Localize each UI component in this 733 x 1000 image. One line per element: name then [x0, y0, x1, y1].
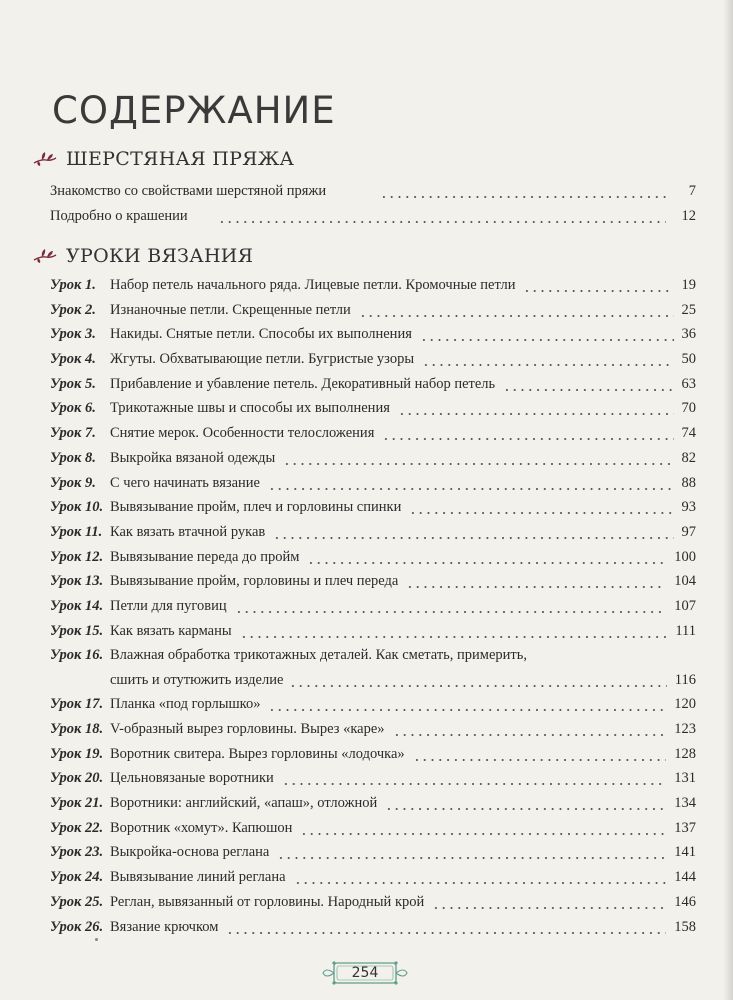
- entry-page: 131: [674, 770, 696, 787]
- entry-title: Набор петель начального ряда. Лицевые петли. Кромочные петли: [110, 277, 516, 293]
- entry-title: Вязание крючком: [110, 918, 219, 935]
- entry-page: 12: [681, 207, 696, 224]
- entry-page: 97: [681, 523, 696, 540]
- page-title: СОДЕРЖАНИЕ: [52, 88, 336, 132]
- entry-title: Жгуты. Обхватывающие петли. Бугристые узоры: [110, 351, 415, 368]
- toc-entry[interactable]: [50, 446, 696, 471]
- entry-title: Воротники: английский, «апаш», отложной: [110, 795, 378, 812]
- toc-entry[interactable]: [50, 816, 696, 841]
- entry-page: 74: [681, 425, 696, 442]
- lesson-number: Урок 22.: [50, 819, 104, 836]
- lesson-number: Урок 25.: [50, 893, 104, 910]
- toc-list-lessons: [50, 273, 696, 939]
- lesson-number: Урок 12.: [50, 548, 104, 565]
- entry-title: Реглан, вывязанный от горловины. Народный крой: [110, 893, 425, 910]
- lesson-number: Урок 3.: [50, 326, 96, 343]
- entry-title: Как вязать втачной рукав: [110, 523, 266, 540]
- dot-leader: [273, 520, 673, 545]
- entry-title: Накиды. Снятые петли. Способы их выполнения: [110, 326, 412, 343]
- dot-leader: [289, 668, 666, 693]
- toc-entry[interactable]: [50, 766, 696, 791]
- dot-leader: [413, 742, 667, 767]
- entry-lead: [50, 520, 269, 545]
- lesson-number: Урок 23.: [50, 844, 104, 861]
- entry-title: С чего начинать вязание: [110, 474, 260, 491]
- section-title: УРОКИ ВЯЗАНИЯ: [66, 245, 254, 267]
- toc-entry[interactable]: [50, 865, 696, 890]
- toc-entry[interactable]: [50, 179, 696, 204]
- entry-page: 25: [681, 301, 696, 318]
- toc-entry[interactable]: [50, 495, 696, 520]
- dot-leader: [307, 545, 666, 570]
- entry-lead: [50, 717, 389, 742]
- entry-lead: [50, 347, 418, 372]
- toc-list-wool: [50, 179, 696, 228]
- lesson-number: Урок 8.: [50, 449, 96, 466]
- entry-lead: [50, 421, 378, 446]
- entry-title: Как вязать карманы: [110, 622, 232, 639]
- dot-leader: [300, 816, 666, 841]
- entry-page: 137: [674, 819, 696, 836]
- entry-title: Вывязывание пройм, плеч и горловины спинки: [110, 499, 402, 516]
- toc-entry[interactable]: [50, 322, 696, 347]
- toc-entry[interactable]: [50, 791, 696, 816]
- entry-page: 141: [674, 844, 696, 861]
- entry-page: 70: [681, 400, 696, 417]
- entry-title: Знакомство со свойствами шерстяной пряжи: [50, 183, 327, 199]
- entry-page: 50: [681, 351, 696, 368]
- lesson-number: Урок 17.: [50, 696, 104, 713]
- entry-lead: [50, 569, 402, 594]
- entry-lead: [50, 273, 519, 298]
- entry-title: Планка «под горлышко»: [110, 696, 261, 713]
- dot-leader: [398, 396, 674, 421]
- lesson-number: Урок 15.: [50, 622, 104, 639]
- toc-entry[interactable]: [50, 692, 696, 717]
- entry-lead: [50, 840, 273, 865]
- entry-page: 82: [681, 449, 696, 466]
- stray-mark: [95, 938, 98, 941]
- page-edge-shadow: [723, 0, 733, 1000]
- toc-entry[interactable]: [50, 347, 696, 372]
- lesson-number: Урок 10.: [50, 499, 104, 516]
- toc-entry[interactable]: [50, 890, 696, 915]
- entry-title-continued: сшить и отутюжить изделие: [110, 671, 284, 688]
- entry-page: 93: [681, 499, 696, 516]
- dot-leader: [406, 569, 666, 594]
- entry-title: Трикотажные швы и способы их выполнения: [110, 400, 390, 417]
- dot-leader: [218, 204, 666, 229]
- entry-page: 158: [674, 918, 696, 935]
- dot-leader: [240, 619, 668, 644]
- entry-title: Петли для пуговиц: [110, 597, 227, 614]
- lesson-number: Урок 7.: [50, 425, 96, 442]
- entry-title: Вывязывание пройм, горловины и плеч переда: [110, 573, 399, 590]
- lesson-number: Урок 19.: [50, 745, 104, 762]
- dot-leader: [409, 495, 673, 520]
- entry-lead: [50, 766, 278, 791]
- lesson-number: Урок 21.: [50, 795, 104, 812]
- entry-page: 116: [674, 671, 696, 688]
- toc-entry[interactable]: [50, 717, 696, 742]
- leaf-ornament-icon: [32, 150, 58, 168]
- dot-leader: [432, 890, 666, 915]
- lesson-number: Урок 5.: [50, 375, 96, 392]
- dot-leader: [268, 471, 674, 496]
- dot-leader: [523, 273, 673, 298]
- dot-leader: [385, 791, 666, 816]
- entry-page: 7: [688, 183, 696, 199]
- lesson-number: Урок 24.: [50, 869, 104, 886]
- lesson-number: Урок 18.: [50, 721, 104, 737]
- dot-leader: [422, 347, 673, 372]
- dot-leader: [393, 717, 667, 742]
- toc-entry[interactable]: [50, 619, 696, 644]
- entry-title: Снятие мерок. Особенности телосложения: [110, 425, 375, 442]
- entry-lead: [50, 446, 279, 471]
- entry-line: [50, 643, 531, 668]
- entry-page: 123: [674, 721, 696, 737]
- toc-entry[interactable]: [50, 594, 696, 619]
- leaf-ornament-icon: [32, 247, 58, 265]
- entry-page: 111: [675, 622, 696, 639]
- toc-entry[interactable]: [50, 273, 696, 298]
- lesson-number: Урок 4.: [50, 351, 96, 368]
- toc-entry[interactable]: [50, 396, 696, 421]
- dot-leader: [268, 692, 666, 717]
- entry-lead: [50, 322, 416, 347]
- entry-lead: [50, 890, 428, 915]
- entry-title: Изнаночные петли. Скрещенные петли: [110, 301, 351, 318]
- toc-entry[interactable]: [50, 421, 696, 446]
- dot-leader: [380, 179, 666, 204]
- lesson-number: Урок 2.: [50, 301, 96, 318]
- dot-leader: [359, 298, 674, 323]
- lesson-number: Урок 14.: [50, 597, 104, 614]
- lesson-number: Урок 26.: [50, 918, 104, 935]
- dot-leader: [420, 322, 674, 347]
- entry-lead: [50, 372, 499, 397]
- entry-lead: [50, 619, 236, 644]
- entry-lead: [50, 396, 394, 421]
- entry-page: 107: [674, 597, 696, 614]
- entry-title: Цельновязаные воротники: [110, 770, 274, 787]
- entry-lead: [50, 545, 303, 570]
- toc-entry[interactable]: [50, 915, 696, 940]
- toc-entry[interactable]: [50, 840, 696, 865]
- entry-lead: [50, 298, 355, 323]
- entry-page: 63: [681, 375, 696, 392]
- entry-lead: [50, 915, 222, 940]
- entry-lead: [50, 791, 381, 816]
- toc-entry[interactable]: [50, 471, 696, 496]
- lesson-number: Урок 6.: [50, 400, 96, 417]
- entry-lead: [50, 692, 264, 717]
- toc-entry[interactable]: [50, 643, 696, 692]
- dot-leader: [235, 594, 667, 619]
- entry-page: 144: [674, 869, 696, 886]
- dot-leader: [294, 865, 667, 890]
- section-heading-lessons: [32, 245, 253, 267]
- entry-title: Влажная обработка трикотажных деталей. Как сметать, примерить,: [110, 647, 528, 664]
- entry-lead: [50, 594, 231, 619]
- entry-lead: [50, 816, 296, 841]
- dot-leader: [282, 766, 666, 791]
- entry-page: 104: [674, 573, 696, 590]
- entry-title: V-образный вырез горловины. Вырез «каре»: [110, 721, 385, 737]
- toc-entry[interactable]: [50, 742, 696, 767]
- toc-entry[interactable]: [50, 545, 696, 570]
- lesson-number: Урок 11.: [50, 523, 103, 540]
- entry-title: Воротник свитера. Вырез горловины «лодочка»: [110, 745, 405, 762]
- dot-leader: [283, 446, 673, 471]
- entry-lead: [50, 742, 409, 767]
- section-heading-wool: [32, 148, 294, 170]
- entry-page: 19: [681, 277, 696, 293]
- entry-title: Прибавление и убавление петель. Декоративный набор петель: [110, 375, 496, 392]
- section-title: ШЕРСТЯНАЯ ПРЯЖА: [66, 148, 295, 170]
- entry-title: Воротник «хомут». Капюшон: [110, 819, 293, 836]
- entry-page: 88: [681, 474, 696, 491]
- page-number: 254: [351, 965, 379, 981]
- page-number-frame: [320, 957, 410, 989]
- toc-entry[interactable]: [50, 298, 696, 323]
- entry-lead: [50, 471, 264, 496]
- lesson-number: Урок 9.: [50, 474, 96, 491]
- lesson-number: Урок 20.: [50, 770, 104, 787]
- toc-entry[interactable]: [50, 520, 696, 545]
- entry-title: Подробно о крашении: [50, 207, 188, 224]
- entry-page: 36: [681, 326, 696, 343]
- entry-lead: [50, 865, 290, 890]
- entry-page: 128: [674, 745, 696, 762]
- dot-leader: [226, 915, 666, 940]
- entry-page: 134: [674, 795, 696, 812]
- dot-leader: [277, 840, 666, 865]
- entry-title: Выкройка-основа реглана: [110, 844, 270, 861]
- entry-title: Выкройка вязаной одежды: [110, 449, 276, 466]
- toc-entry[interactable]: [50, 372, 696, 397]
- lesson-number: Урок 1.: [50, 277, 96, 293]
- entry-lead: [50, 495, 405, 520]
- dot-leader: [503, 372, 673, 397]
- entry-page: 120: [674, 696, 696, 713]
- entry-page: 146: [674, 893, 696, 910]
- dot-leader: [382, 421, 673, 446]
- lesson-number: Урок 16.: [50, 647, 104, 664]
- entry-title: Вывязывание линий реглана: [110, 869, 286, 886]
- toc-entry[interactable]: [50, 204, 696, 229]
- toc-entry[interactable]: [50, 569, 696, 594]
- lesson-number: Урок 13.: [50, 573, 104, 590]
- entry-title: Вывязывание переда до пройм: [110, 548, 300, 565]
- entry-page: 100: [674, 548, 696, 565]
